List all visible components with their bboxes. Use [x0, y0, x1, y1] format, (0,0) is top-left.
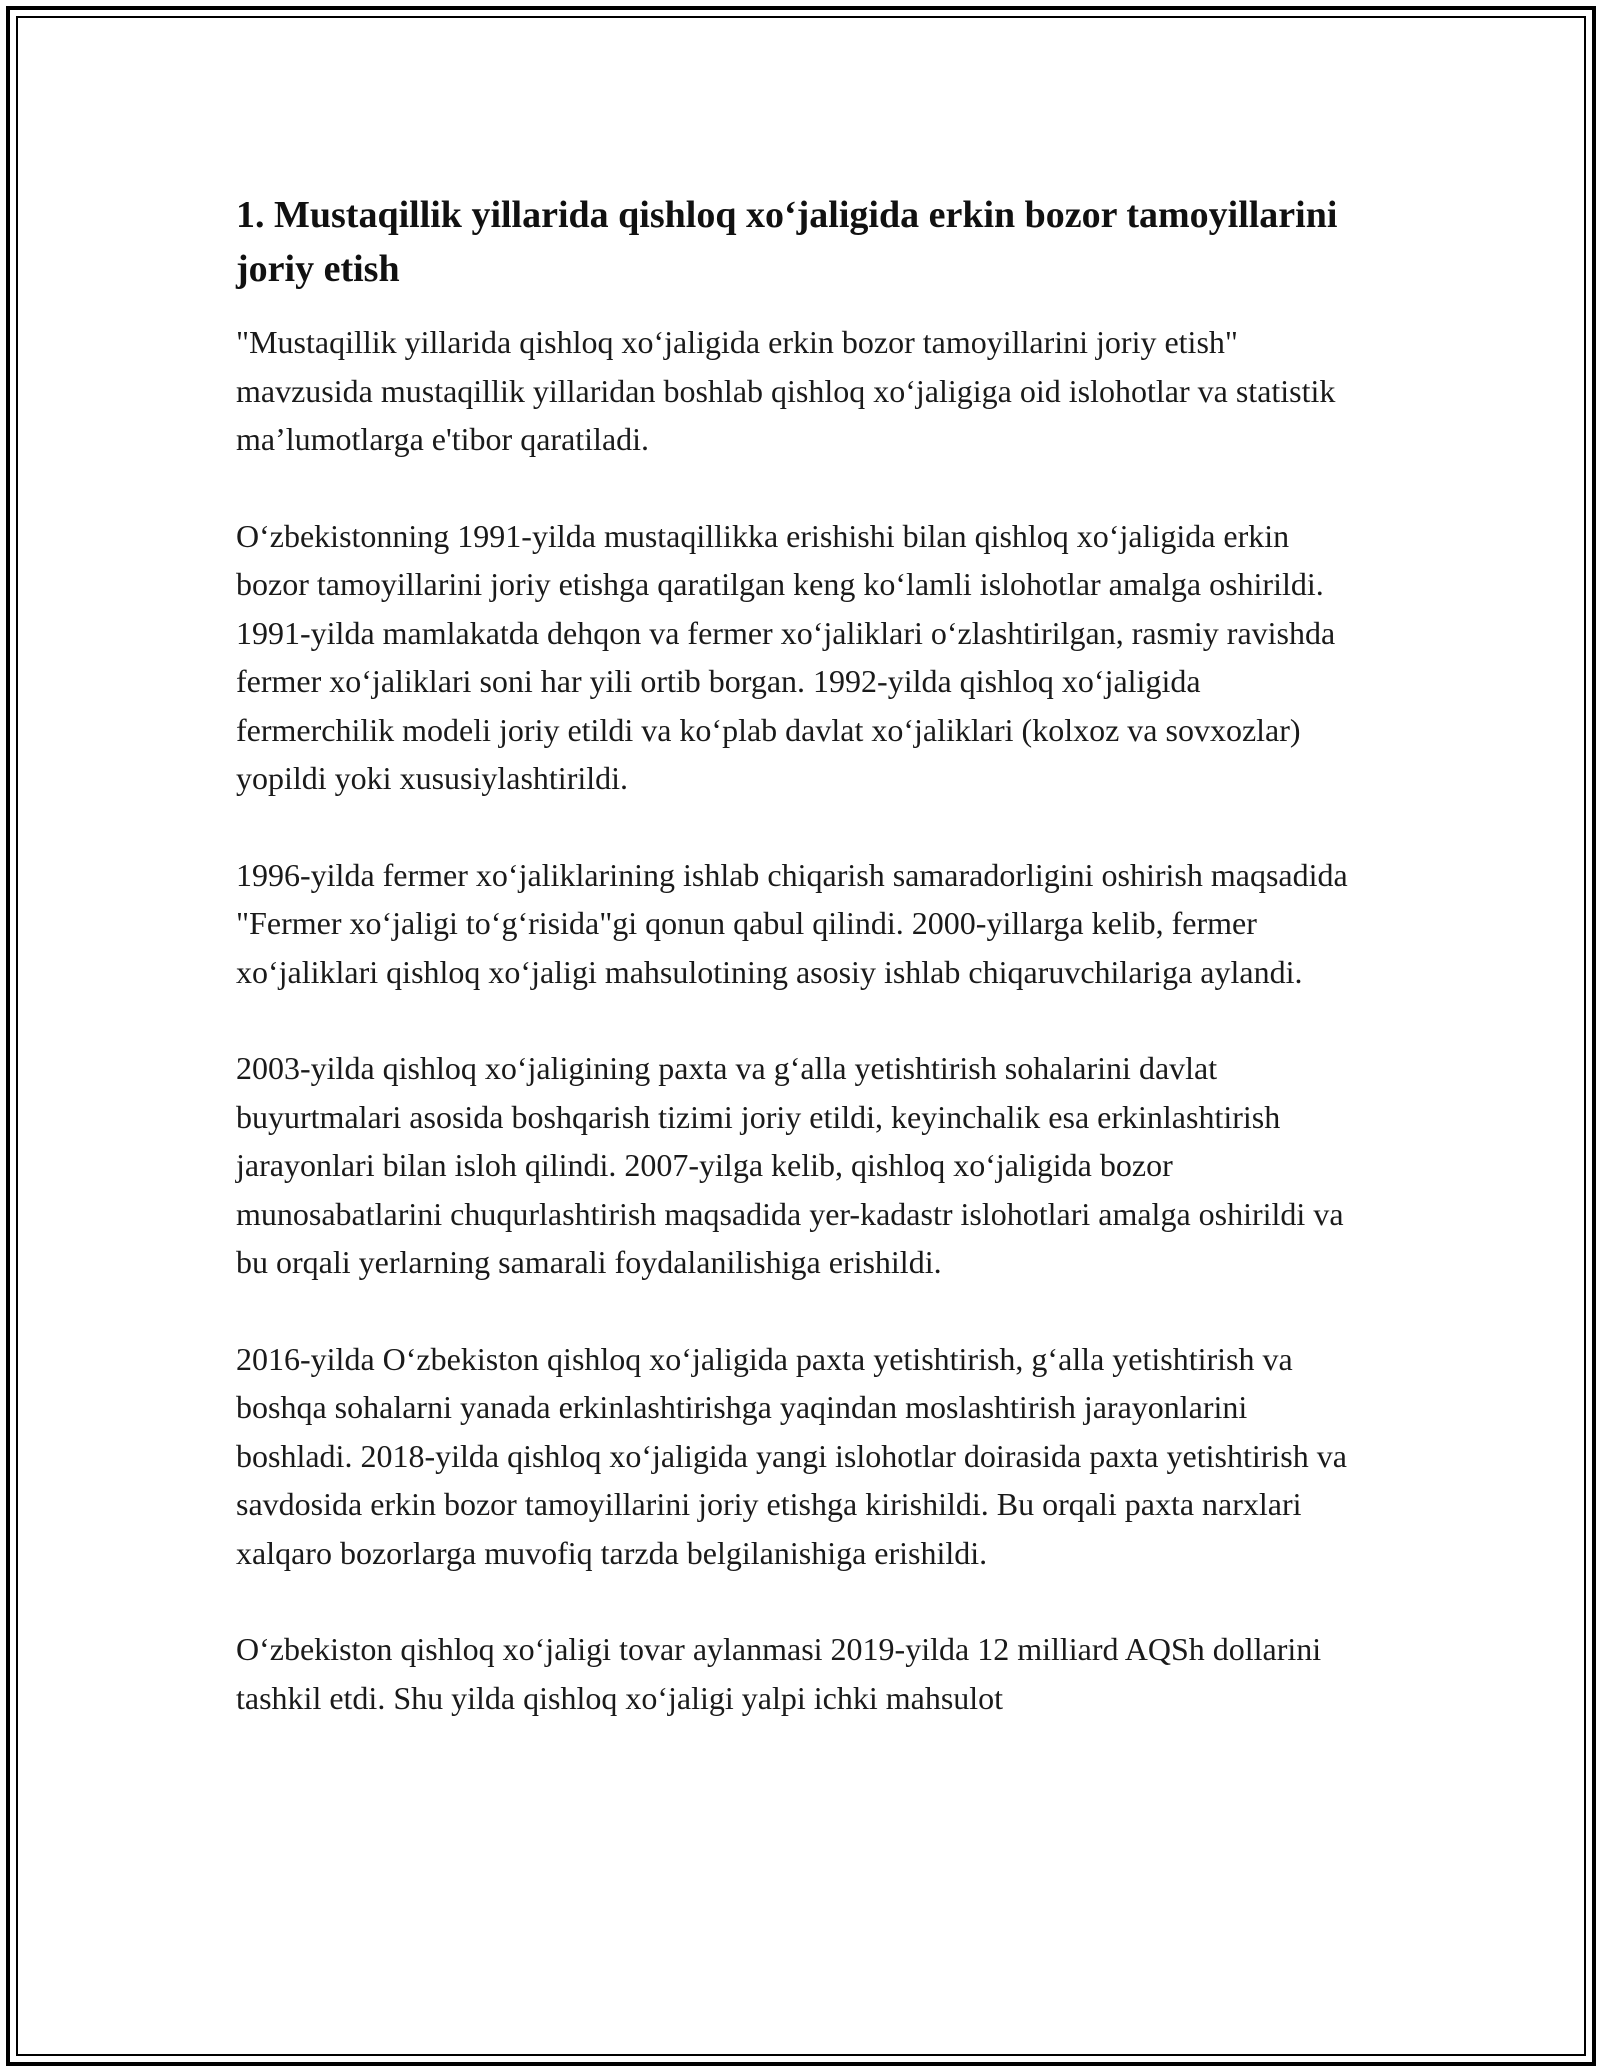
paragraph-1996-law: 1996-yilda fermer xo‘jaliklarining ishlab chiqarish samaradorligini oshirish maqsadida "Fermer xo‘jaligi to‘g‘risida"gi qonun qabul qilindi. 2000-yillarga kelib, fermer xo‘jaliklari qishloq xo‘jaligi mahsulotining asosiy ishlab chiqaruvchilariga aylandi. [236, 856, 1348, 990]
paragraph-1991-reforms: O‘zbekistonning 1991-yilda mustaqillikka erishishi bilan qishloq xo‘jaligida erkin bozor tamoyillarini joriy etishga qaratilgan keng ko‘lamli islohotlar amalga oshirildi. 1991-yilda mamlakatda dehqon va fermer xo‘jaliklari o‘zlashtirilgan, rasmiy ravishda fermer xo‘jaliklari soni har yili ortib borgan. 1992-yilda qishloq xo‘jaligida fermerchilik modeli joriy etildi va ko‘plab davlat xo‘jaliklari (kolxoz va sovxozlar) yopildi yoki xususiylashtirildi. [236, 517, 1336, 796]
section-heading: 1. Mustaqillik yillarida qishloq xo‘jaligida erkin bozor tamoyillarini joriy etish [236, 194, 1338, 290]
paragraph-2016-2018: 2016-yilda O‘zbekiston qishloq xo‘jaligida paxta yetishtirish, g‘alla yetishtirish va boshqa sohalarni yanada erkinlashtirishga yaqindan moslashtirish jarayonlarini boshladi. 2018-yilda qishloq xo‘jaligida yangi islohotlar doirasida paxta yetishtirish va savdosida erkin bozor tamoyillarini joriy etishga kirishildi. Bu orqali paxta narxlari xalqaro bozorlarga muvofiq tarzda belgilanishiga erishildi. [236, 1340, 1347, 1571]
paragraph-intro: "Mustaqillik yillarida qishloq xo‘jaligida erkin bozor tamoyillarini joriy etish" mavzusida mustaqillik yillaridan boshlab qishloq xo‘jaligiga oid islohotlar va statistik ma’lumotlarga e'tibor qaratiladi. [236, 324, 1336, 457]
document-body [236, 188, 1366, 1722]
paragraph-2019-turnover: O‘zbekiston qishloq xo‘jaligi tovar aylanmasi 2019-yilda 12 milliard AQSh dollarini tashkil etdi. Shu yilda qishloq xo‘jaligi yalpi ichki mahsulot [236, 1631, 1322, 1716]
paragraph-2003-2007: 2003-yilda qishloq xo‘jaligining paxta va g‘alla yetishtirish sohalarini davlat buyurtmalari asosida boshqarish tizimi joriy etildi, keyinchalik esa erkinlashtirish jarayonlari bilan isloh qilindi. 2007-yilga kelib, qishloq xo‘jaligida bozor munosabatlarini chuqurlashtirish maqsadida yer-kadastr islohotlari amalga oshirildi va bu orqali yerlarning samarali foydalanilishiga erishildi. [236, 1050, 1344, 1280]
